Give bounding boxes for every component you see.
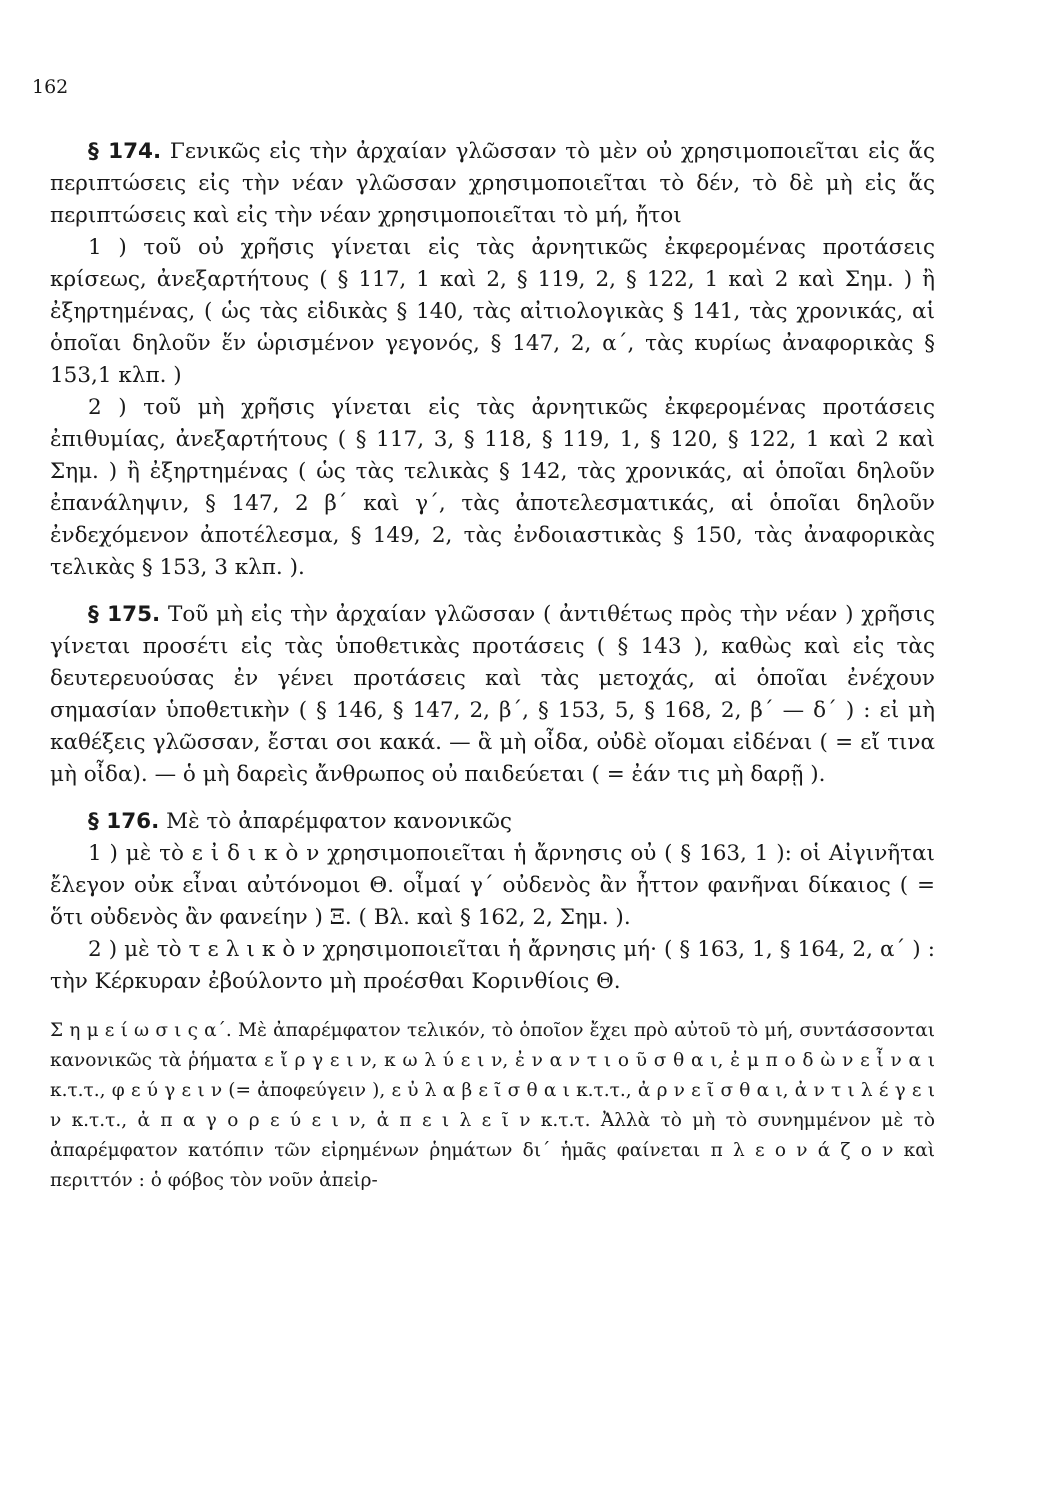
section-176 [50, 806, 935, 838]
section-174-text: Γενικῶς εἰς τὴν ἀρχαίαν γλῶσσαν τὸ μὲν οὐ χρησιμοποιεῖται εἰς ἅς περιπτώσεις εἰς τὴν νέαν γλῶσσαν χρησιμοποιεῖται τὸ δέν, τὸ δὲ μὴ εἰς ἅς περιπτώσεις καὶ εἰς τὴν νέαν χρησιμοποιεῖται τὸ μή, ἤτοι [50, 139, 935, 228]
section-176-marker: § 176. [88, 809, 160, 834]
section-174-item-2: 2 ) τοῦ μὴ χρῆσις γίνεται εἰς τὰς ἀρνητικῶς ἐκφερομένας προτάσεις ἐπιθυμίας, ἀνεξαρτήτους ( § 117, 3, § 118, § 119, 1, § 120, § 122, 1 καὶ 2 καὶ Σημ. ) ἢ ἐξηρτημένας ( ὡς τὰς τελικὰς § 142, τὰς χρονικάς, αἱ ὁποῖαι δηλοῦν ἐπανάληψιν, § 147, 2 β΄ καὶ γ΄, τὰς ἀποτελεσματικάς, αἱ ὁποῖαι δηλοῦν ἐνδεχόμενον ἀποτέλεσμα, § 149, 2, τὰς ἐνδοιαστικὰς § 150, τὰς ἀναφορικὰς τελικὰς § 153, 3 κλπ. ). [50, 395, 935, 580]
section-176-item-1: 1 ) μὲ τὸ ε ἰ δ ι κ ὸ ν χρησιμοποιεῖται ἡ ἄρνησις οὐ ( § 163, 1 ): οἱ Αἰγινῆται ἔλεγον οὐκ εἶναι αὐτόνομοι Θ. οἶμαί γ΄ οὐδενὸς ἂν ἦττον φανῆναι δίκαιος ( = ὅτι οὐδενὸς ἂν φανείην ) Ξ. ( Βλ. καὶ § 162, 2, Σημ. ). [50, 841, 935, 930]
page-body [50, 136, 935, 1196]
section-174-item-1: 1 ) τοῦ οὐ χρῆσις γίνεται εἰς τὰς ἀρνητικῶς ἐκφερομένας προτάσεις κρίσεως, ἀνεξαρτήτους ( § 117, 1 καὶ 2, § 119, 2, § 122, 1 καὶ 2 καὶ Σημ. ) ἢ ἐξηρτημένας, ( ὡς τὰς εἰδικὰς § 140, τὰς αἰτιολογικὰς § 141, τὰς χρονικάς, αἱ ὁποῖαι δηλοῦν ἕν ὡρισμένον γεγονός, § 147, 2, α΄, τὰς κυρίως ἀναφορικὰς § 153,1 κλπ. ) [50, 235, 935, 388]
section-174 [50, 136, 935, 232]
section-176-text: Μὲ τὸ ἀπαρέμφατον κανονικῶς [166, 809, 512, 834]
section-175 [50, 599, 935, 791]
page-number: 162 [32, 76, 69, 98]
note-alpha: Σ η μ ε ί ω σ ι ς α΄. Μὲ ἀπαρέμφατον τελικόν, τὸ ὁποῖον ἔχει πρὸ αὐτοῦ τὸ μή, συντάσσονται κανονικῶς τὰ ῥήματα ε ἴ ρ γ ε ι ν, κ ω λ ύ ε ι ν, ἐ ν α ν τ ι ο ῦ σ θ α ι, ἐ μ π ο δ ὼ ν ε ἶ ν α ι κ.τ.τ., φ ε ύ γ ε ι ν (= ἀποφεύγειν ), ε ὐ λ α β ε ῖ σ θ α ι κ.τ.τ., ἀ ρ ν ε ῖ σ θ α ι, ἀ ν τ ι λ έ γ ε ι ν κ.τ.τ., ἀ π α γ ο ρ ε ύ ε ι ν, ἀ π ε ι λ ε ῖ ν κ.τ.τ. Ἀλλὰ τὸ μὴ τὸ συνημμένον μὲ τὸ ἀπαρέμφατον κατόπιν τῶν εἰρημένων ῥημάτων δι΄ ἡμᾶς φαίνεται π λ ε ο ν ά ζ ο ν καὶ περιττόν : ὁ φόβος τὸν νοῦν ἀπεἰρ- [50, 1020, 935, 1191]
section-174-marker: § 174. [88, 139, 162, 164]
section-175-marker: § 175. [88, 602, 161, 627]
section-175-text: Τοῦ μὴ εἰς τὴν ἀρχαίαν γλῶσσαν ( ἀντιθέτως πρὸς τὴν νέαν ) χρῆσις γίνεται προσέτι εἰς τὰς ὑποθετικὰς προτάσεις ( § 143 ), καθὼς καὶ εἰς τὰς δευτερευούσας ἐν γένει προτάσεις καὶ τὰς μετοχάς, αἱ ὁποῖαι ἐνέχουν σημασίαν ὑποθετικὴν ( § 146, § 147, 2, β΄, § 153, 5, § 168, 2, β΄ — δ΄ ) : εἰ μὴ καθέξεις γλῶσσαν, ἔσται σοι κακά. — ἃ μὴ οἶδα, οὐδὲ οἴομαι εἰδέναι ( = εἴ τινα μὴ οἶδα). — ὁ μὴ δαρεὶς ἄνθρωπος οὐ παιδεύεται ( = ἐάν τις μὴ δαρῇ ). [50, 602, 935, 787]
section-176-item-2: 2 ) μὲ τὸ τ ε λ ι κ ὸ ν χρησιμοποιεῖται ἡ ἄρνησις μή· ( § 163, 1, § 164, 2, α΄ ) : τὴν Κέρκυραν ἐβούλοντο μὴ προέσθαι Κορινθίοις Θ. [50, 937, 935, 994]
